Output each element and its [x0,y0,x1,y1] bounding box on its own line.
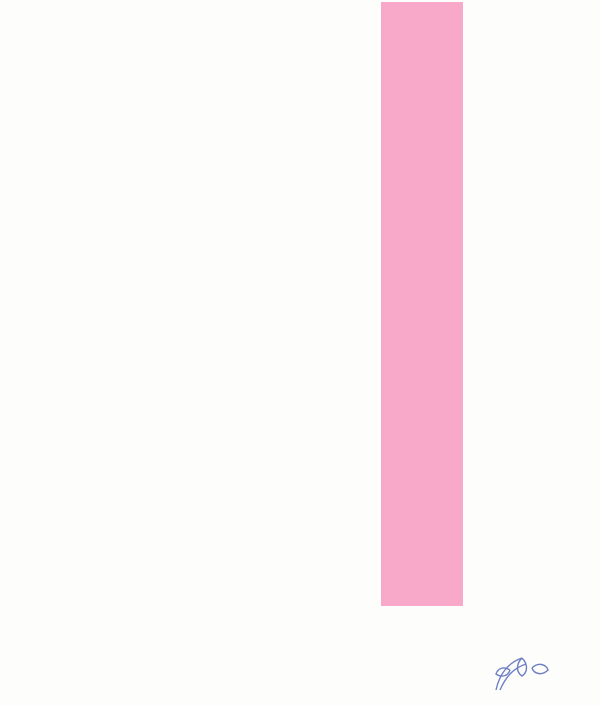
redacted-column [381,2,463,606]
school-stamp-icon [486,650,558,698]
